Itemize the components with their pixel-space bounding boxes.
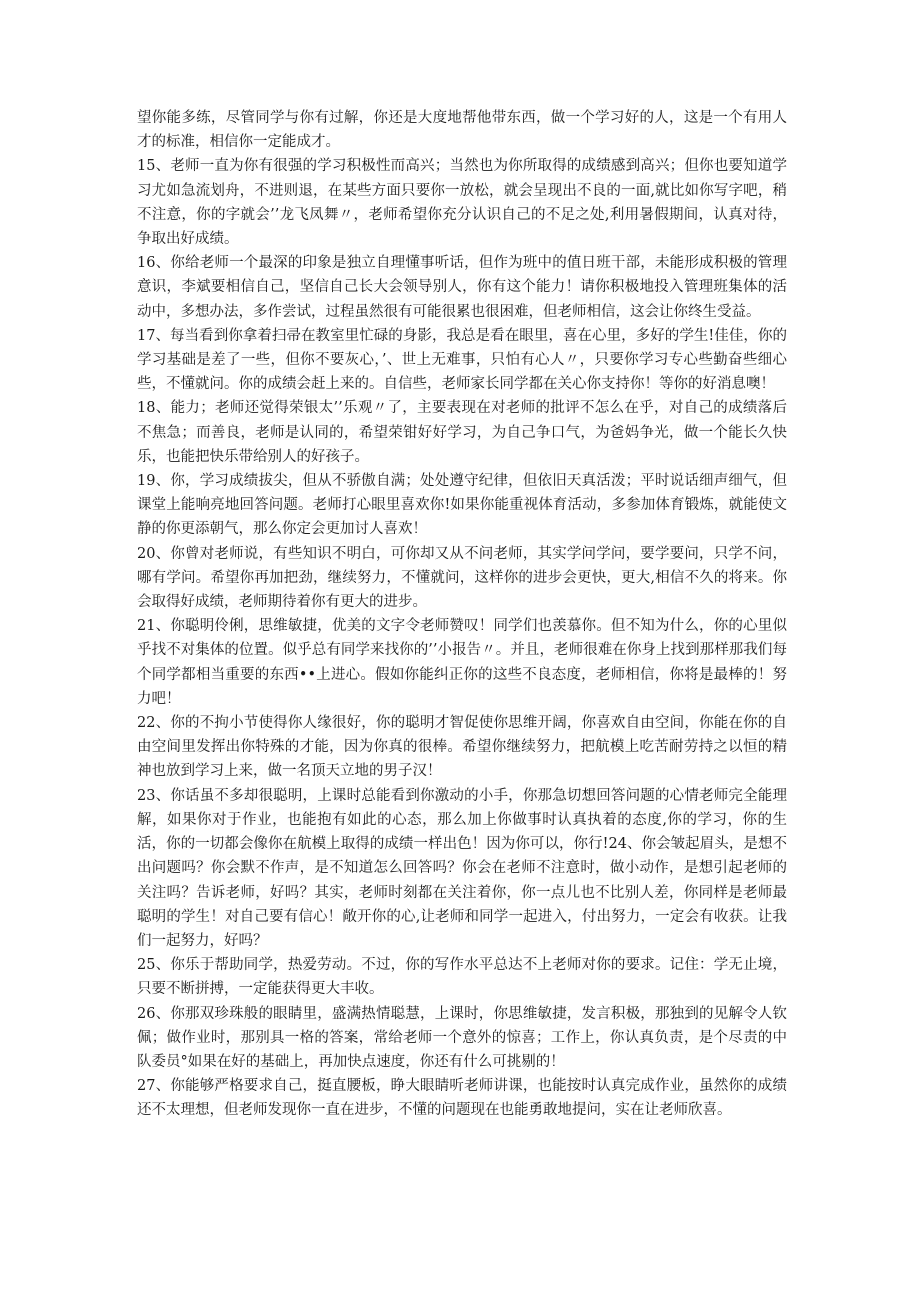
paragraph-18: 18、能力；老师还觉得荣银太’’乐观〃了，主要表现在对老师的批评不怎么在乎，对自己的成绩落后不焦急；而善良，老师是认同的，希望荣钳好好学习，为自己争口气，为爸妈争光，做一个能长久快乐，也能把快乐带给别人的好孩子。: [137, 400, 787, 465]
document-body: [137, 106, 787, 1123]
paragraph-21: 21、你聪明伶俐，思维敏捷，优美的文字令老师赞叹！同学们也羡慕你。但不知为什么，你的心里似乎找不对集体的位置。似乎总有同学来找你的’’小报告〃。并且，老师很难在你身上找到那样那我们每个同学都相当重要的东西••上进心。假如你能纠正你的这些不良态度，老师相信，你将是最棒的！努力吧！: [137, 618, 787, 707]
paragraph-15: 15、老师一直为你有很强的学习积极性而高兴；当然也为你所取得的成绩感到高兴；但你也要知道学习尤如急流划舟，不进则退，在某些方面只要你一放松，就会呈现出不良的一面,就比如你写字吧，稍不注意，你的字就会’’龙飞凤舞〃，老师希望你充分认识自己的不足之处,利用暑假期间，认真对待，争取出好成绩。: [137, 158, 787, 248]
paragraph-intro: 望你能多练，尽管同学与你有过解，你还是大度地帮他带东西，做一个学习好的人，这是一个有用人才的标准，相信你一定能成才。: [137, 110, 787, 151]
paragraph-22: 22、你的不拘小节使得你人缘很好，你的聪明才智促使你思维开阔，你喜欢自由空间，你能在你的自由空间里发挥出你特殊的才能，因为你真的很棒。希望你继续努力，把航模上吃苦耐劳持之以恒的精神也放到学习上来，做一名顶天立地的男子汉！: [137, 715, 787, 780]
paragraph-25: 25、你乐于帮助同学，热爱劳动。不过，你的写作水平总达不上老师对你的要求。记住：学无止境，只要不断拼搏，一定能获得更大丰收。: [137, 957, 787, 998]
paragraph-17: 17、每当看到你拿着扫帚在教室里忙碌的身影，我总是看在眼里，喜在心里，多好的学生!佳佳，你的学习基础是差了一些，但你不要灰心，’、世上无难事，只怕有心人〃，只要你学习专心些勤奋些细心些，不懂就问。你的成绩会赶上来的。自信些，老师家长同学都在关心你支持你！等你的好消息噢！: [137, 327, 787, 393]
paragraph-20: 20、你曾对老师说，有些知识不明白，可你却又从不问老师，其实学问学问，要学要问，只学不问，哪有学问。希望你再加把劲，继续努力，不懂就问，这样你的进步会更快，更大,相信不久的将来。你会取得好成绩，老师期待着你有更大的进步。: [137, 545, 787, 611]
paragraph-16: 16、你给老师一个最深的印象是独立自理懂事听话，但作为班中的值日班干部，未能形成积极的管理意识，李斌要相信自己，坚信自己长大会领导别人，你有这个能力！请你积极地投入管理班集体的活动中，多想办法，多作尝试，过程虽然很有可能很累也很困难，但老师相信，这会让你终生受益。: [137, 255, 787, 320]
paragraph-19: 19、你，学习成绩拔尖，但从不骄傲自满；处处遵守纪律，但依旧天真活泼；平时说话细声细气，但课堂上能响亮地回答问题。老师打心眼里喜欢你!如果你能重视体育活动，多参加体育锻炼，就能使文静的你更添朝气，那么你定会更加讨人喜欢！: [137, 473, 787, 538]
paragraph-27: 27、你能够严格要求自己，挺直腰板，睁大眼睛听老师讲课，也能按时认真完成作业，虽然你的成绩还不太理想，但老师发现你一直在进步，不懂的问题现在也能勇敢地提问，实在让老师欣喜。: [137, 1078, 787, 1119]
paragraph-23-24: 23、你话虽不多却很聪明，上课时总能看到你激动的小手，你那急切想回答问题的心情老师完全能理解，如果你对于作业，也能抱有如此的心态，那么加上你做事时认真执着的态度,你的学习，你的生活，你的一切都会像你在航模上取得的成绩一样出色！因为你可以，你行!24、你会皱起眉头，是想不出问题吗？你会默不作声，是不知道怎么回答吗？你会在老师不注意时，做小动作，是想引起老师的关注吗？告诉老师，好吗？其实，老师时刻都在关注着你，你一点儿也不比别人差，你同样是老师最聪明的学生！对自己要有信心！敞开你的心,让老师和同学一起进入，付出努力，一定会有收获。让我们一起努力，好吗？: [137, 787, 787, 949]
paragraph-26: 26、你那双珍珠般的眼睛里，盛满热情聪慧，上课时，你思维敏捷，发言积极，那独到的见解令人钦佩；做作业时，那别具一格的答案，常给老师一个意外的惊喜；工作上，你认真负责，是个尽责的中队委员°如果在好的基础上，再加快点速度，你还有什么可挑剔的！: [137, 1005, 787, 1070]
